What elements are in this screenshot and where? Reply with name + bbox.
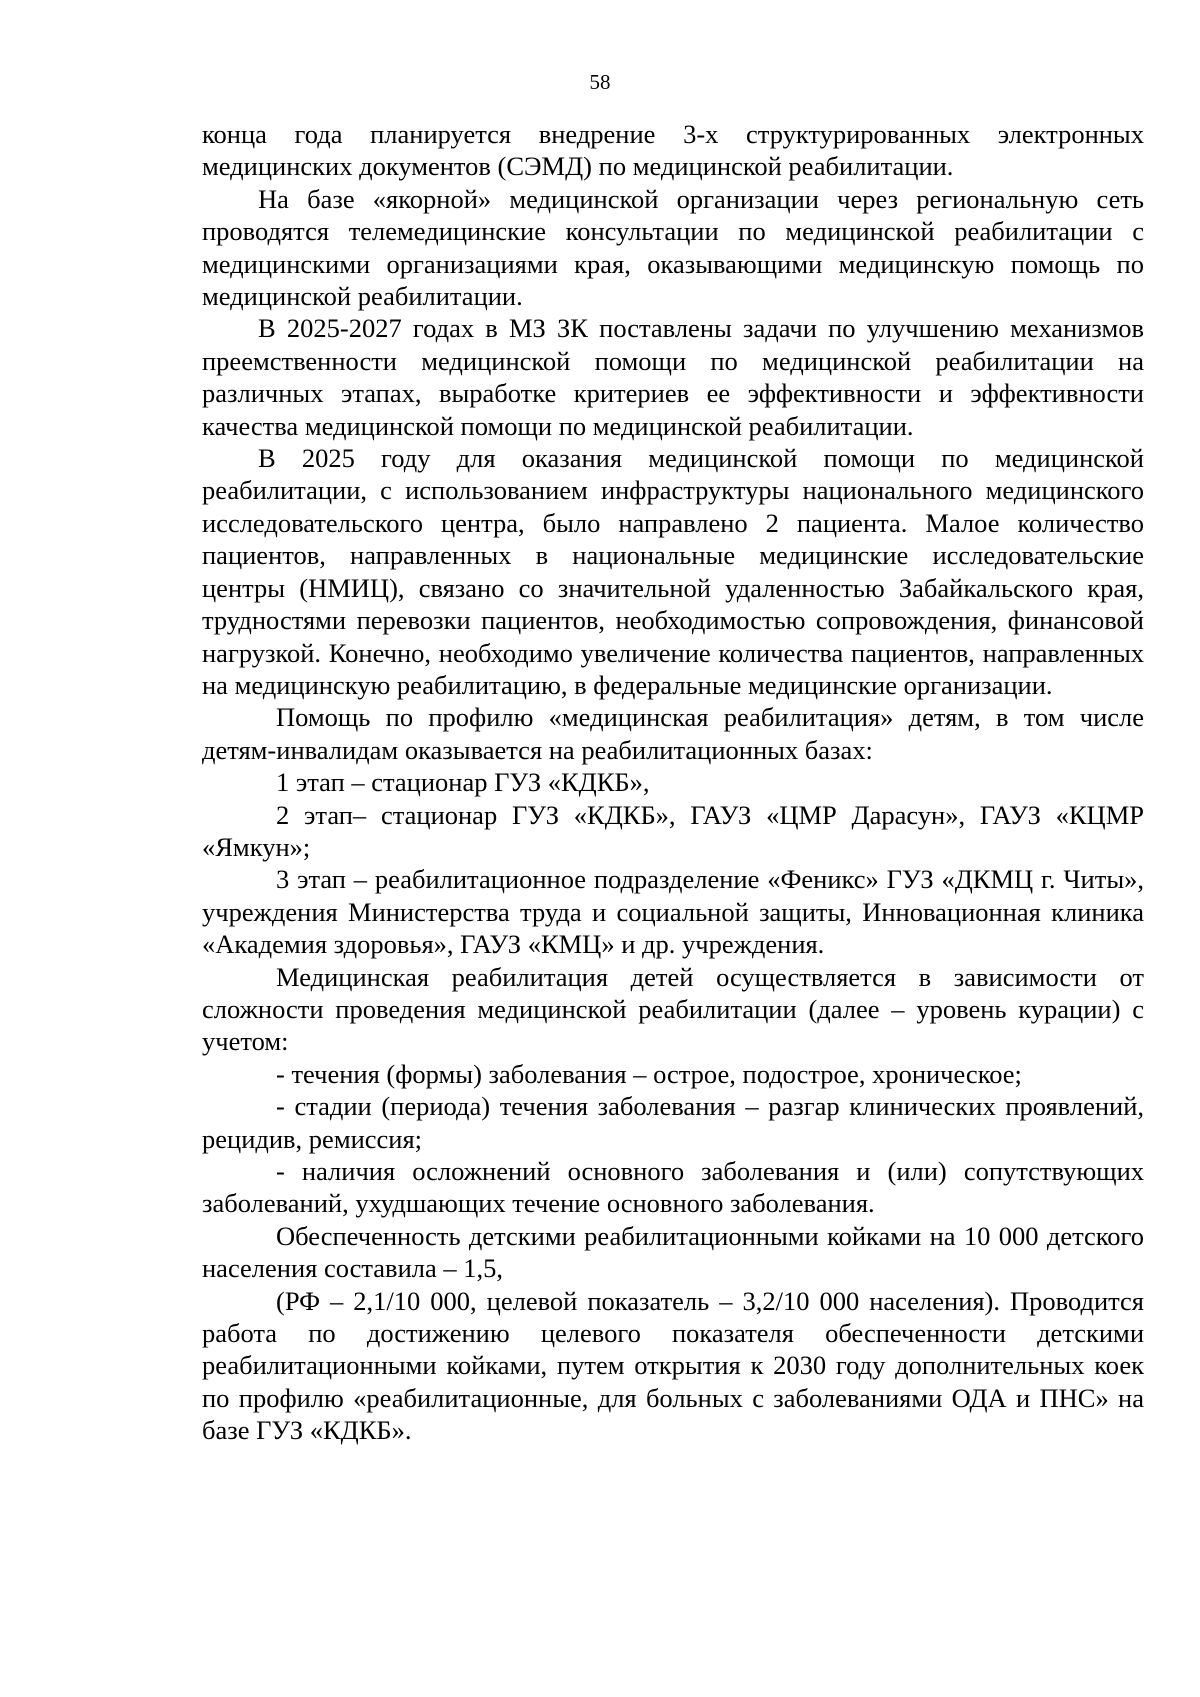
paragraph-nmic-referrals: В 2025 году для оказания медицинской помощи по медицинской реабилитации, с использованием инфраструктуры национального медицинского исследовательского центра, было направлено 2 пациента. Малое количество пациентов, направленных в национальные медицинские исследовательские центры (НМИЦ), связано со значительной удаленностью Забайкальского края, трудностями перевозки пациентов, необходимостью сопровождения, финансовой нагрузкой. Конечно, необходимо увеличение количества пациентов, направленных на медицинскую реабилитацию, в федеральные медицинские организации.	[202, 443, 1144, 700]
paragraph-semd-continuation: конца года планируется внедрение 3-х структурированных электронных медицинских документов (СЭМД) по медицинской реабилитации.	[202, 119, 1144, 182]
list-item-stage-2: 2 этап– стационар ГУЗ «КДКБ», ГАУЗ «ЦМР Дарасун», ГАУЗ «КЦМР «Ямкун»;	[202, 799, 1144, 862]
list-item-stage-3: 3 этап – реабилитационное подразделение «Феникс» ГУЗ «ДКМЦ г. Читы», учреждения Министерства труда и социальной защиты, Инновационная клиника «Академия здоровья», ГАУЗ «КМЦ» и др. учреждения.	[202, 864, 1144, 960]
paragraph-bed-provision: Обеспеченность детскими реабилитационными койками на 10 000 детского населения составила – 1,5,	[202, 1220, 1144, 1284]
paragraph-children-rehab-bases: Помощь по профилю «медицинская реабилитация» детям, в том числе детям-инвалидам оказывается на реабилитационных базах:	[202, 702, 1144, 765]
page-number: 58	[589, 70, 611, 94]
document-body	[202, 118, 1144, 1447]
paragraph-telemedicine: На базе «якорной» медицинской организации через региональную сеть проводятся телемедицинские консультации по медицинской реабилитации с медицинскими организациями края, оказывающими медицинскую помощь по медицинской реабилитации.	[202, 183, 1144, 312]
paragraph-2025-2027-tasks: В 2025-2027 годах в МЗ ЗК поставлены задачи по улучшению механизмов преемственности медицинской помощи по медицинской реабилитации на различных этапах, выработке критериев ее эффективности и эффективности качества медицинской помощи по медицинской реабилитации.	[202, 313, 1144, 441]
list-item-disease-stage: - стадии (периода) течения заболевания – разгар клинических проявлений, рецидив, ремиссия;	[202, 1091, 1144, 1154]
list-item-stage-1: 1 этап – стационар ГУЗ «КДКБ»,	[276, 767, 650, 798]
list-item-disease-course: - течения (формы) заболевания – острое, подострое, хроническое;	[276, 1058, 1022, 1089]
paragraph-target-indicator: (РФ – 2,1/10 000, целевой показатель – 3,2/10 000 населения). Проводится работа по достижению целевого показателя обеспеченности детскими реабилитационными койками, путем открытия к 2030 году дополнительных коек по профилю «реабилитационные, для больных с заболеваниями ОДА и ПНС» на базе ГУЗ «КДКБ».	[202, 1285, 1144, 1446]
list-item-complications: - наличия осложнений основного заболевания и (или) сопутствующих заболеваний, ухудшающих течение основного заболевания.	[202, 1156, 1144, 1219]
paragraph-curation-level: Медицинская реабилитация детей осуществляется в зависимости от сложности проведения медицинской реабилитации (далее – уровень курации) с учетом:	[202, 961, 1144, 1057]
